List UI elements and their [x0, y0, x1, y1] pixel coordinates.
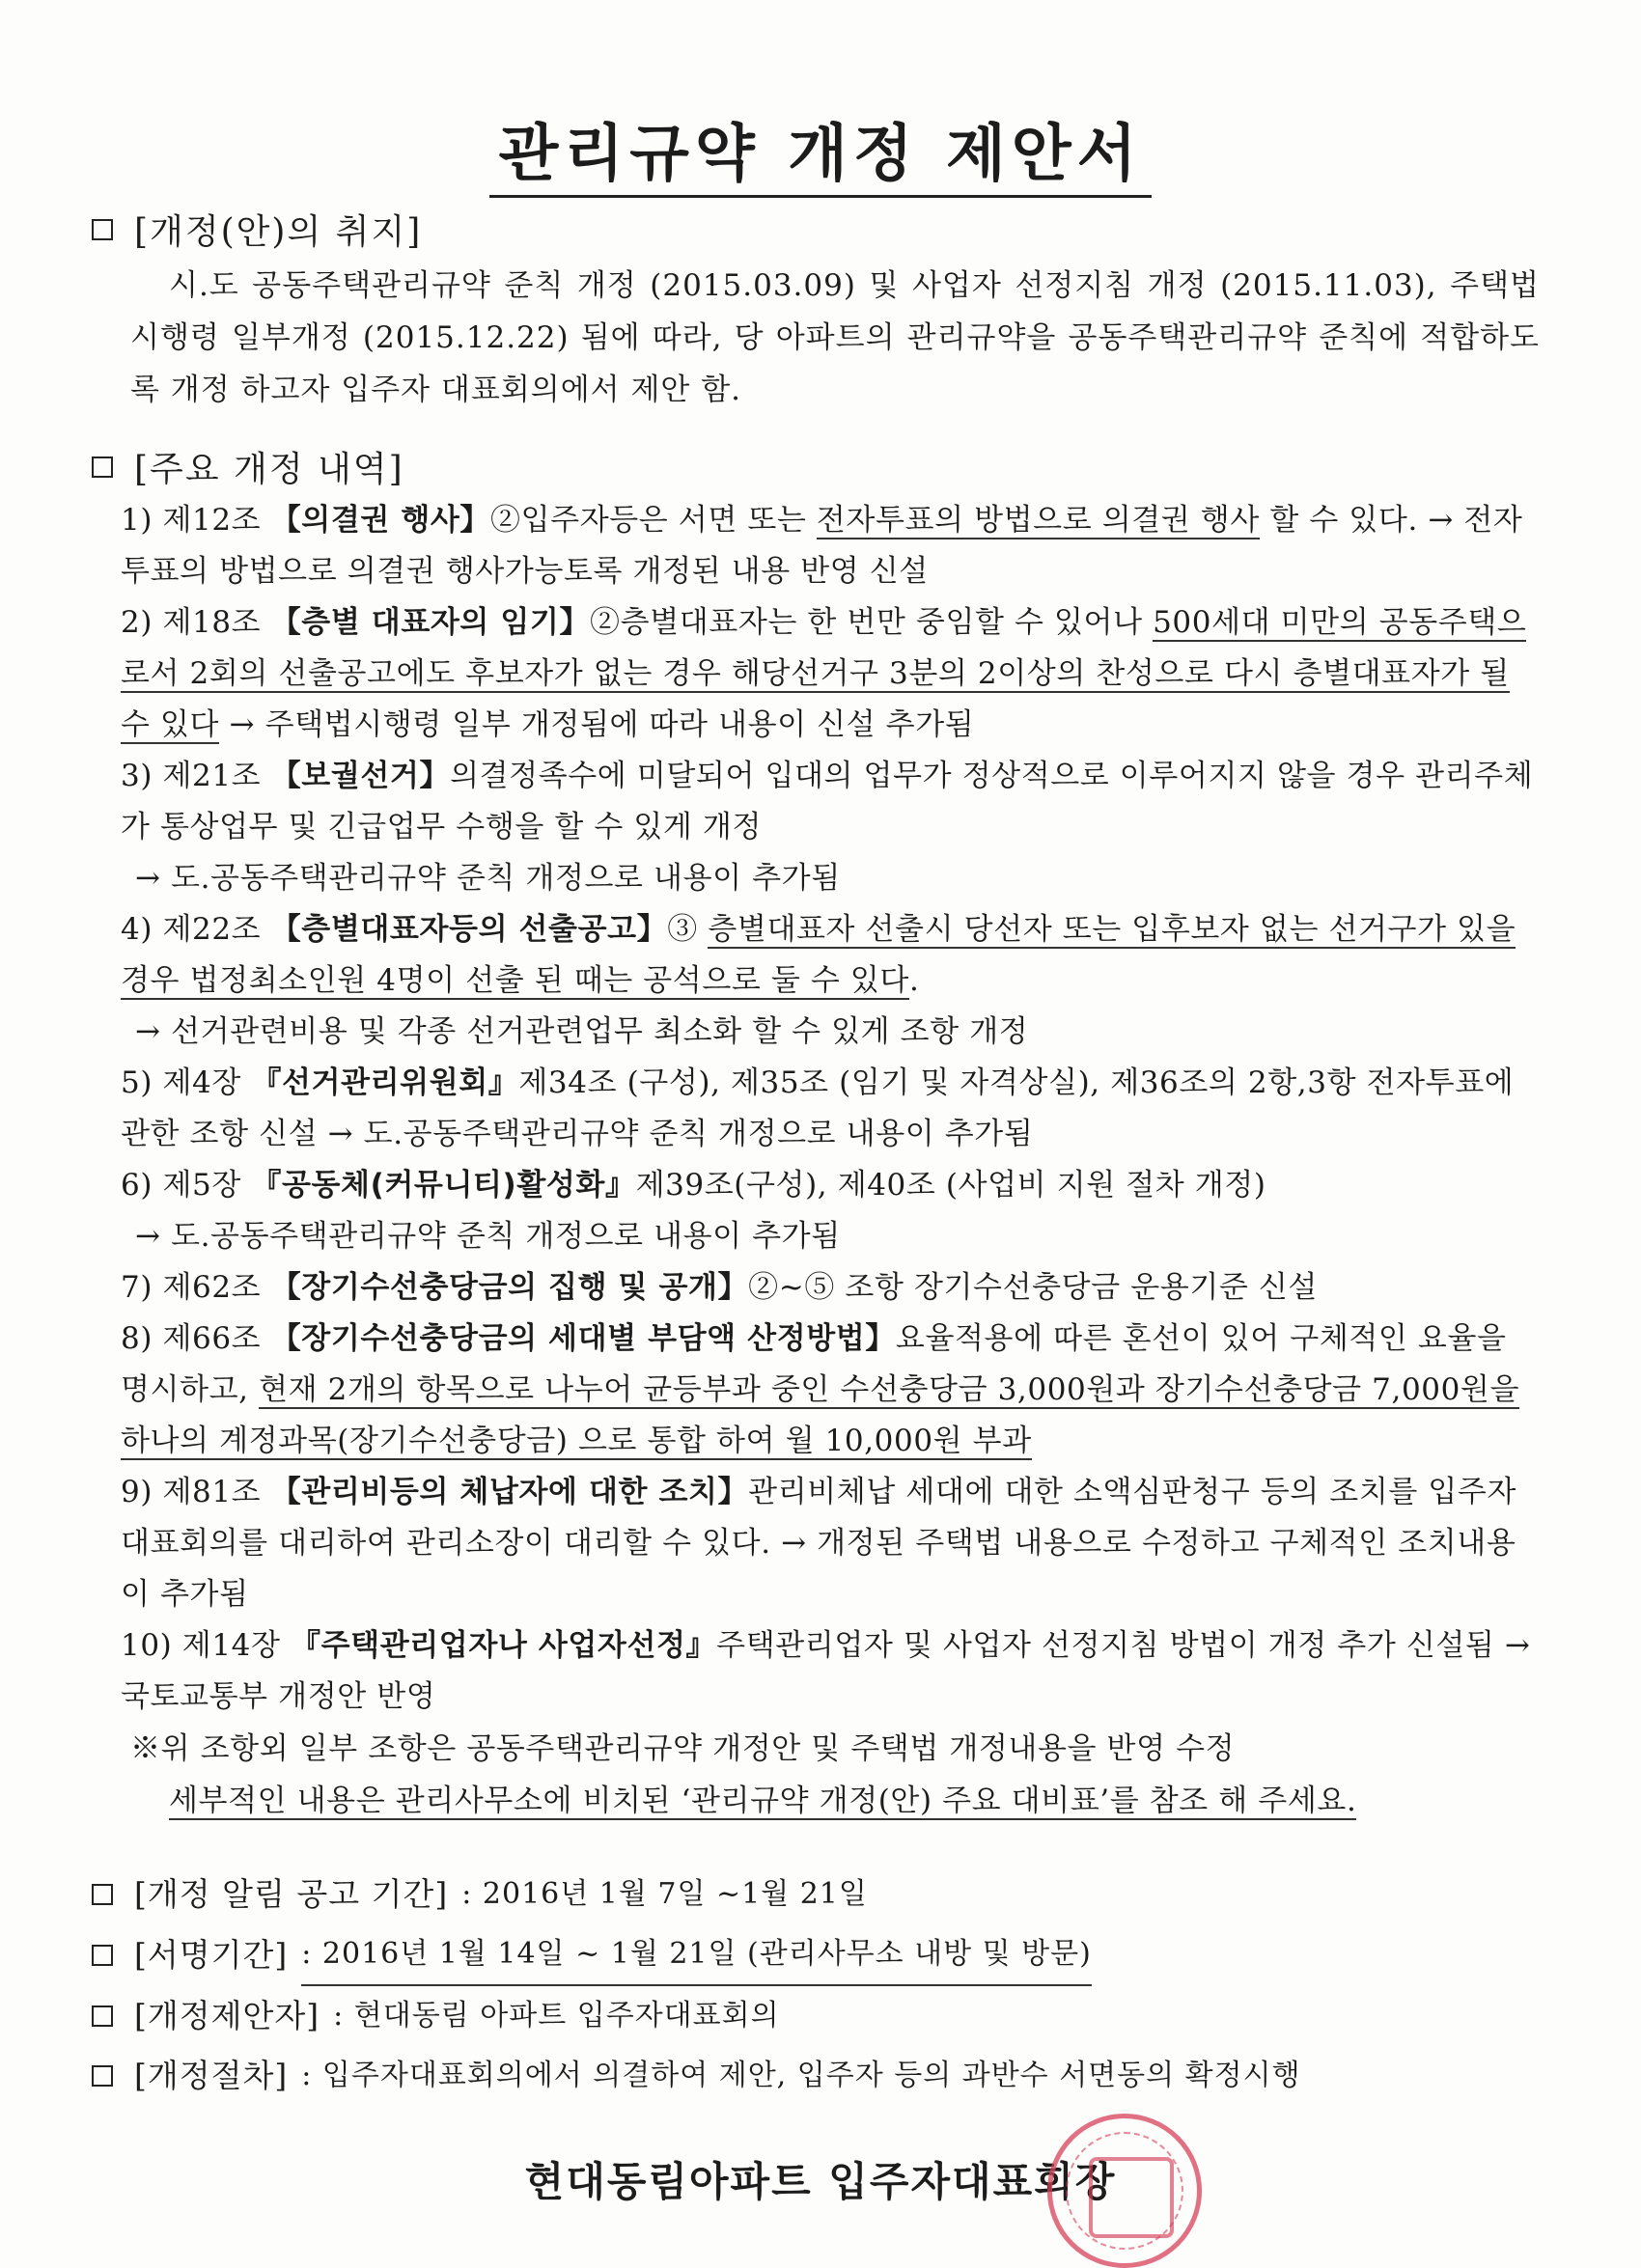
- change-item-title: 【관리비등의 체납자에 대한 조치】: [270, 1475, 749, 1509]
- change-item-title: 【층별 대표자의 임기】: [270, 605, 591, 640]
- change-item-text: 제39조(구성), 제40조 (사업비 지원 절차 개정): [635, 1168, 1266, 1203]
- info-section: [92, 1865, 1540, 2106]
- purpose-section: [92, 205, 1540, 416]
- change-item-title: 『선거관리위원회』: [251, 1065, 519, 1100]
- change-item-arrow-note: → 도.공동주택관리규약 준칙 개정으로 내용이 추가됨: [135, 861, 841, 896]
- change-item-text: ②~⑤ 조항 장기수선충당금 운용기준 신설: [748, 1270, 1318, 1305]
- change-item-text: ②층별대표자는 한 번만 중임할 수 있어나: [590, 605, 1154, 640]
- change-item-underlined-text: 500세대 미만의 공동주택으로서 2회의 선출공고에도 후보자가 없는 경우 해당선거구 3분의 2이상의 찬성으로 다시 층별대표자가 될 수 있다: [121, 605, 1527, 742]
- changes-list: [92, 495, 1540, 1723]
- signature-line: 현대동림아파트 입주자대표회장: [524, 2158, 1117, 2205]
- change-item-title: 【장기수선충당금의 세대별 부담액 산정방법】: [270, 1321, 896, 1356]
- change-item-text: 할 수 있다. → 전자투표의 방법으로 의결권 행사가능토록 개정된 내용 반영 신설: [121, 503, 1523, 589]
- change-item: [92, 904, 1540, 1007]
- change-item-text: 제34조 (구성), 제35조 (임기 및 자격상실), 제36조의 2항,3항 전자투표에 관한 조항 신설 → 도.공동주택관리규약 준칙 개정으로 내용이 추가됨: [121, 1065, 1515, 1151]
- change-item-text: 주택관리업자 및 사업자 선정지침 방법이 개정 추가 신설됨 → 국토교통부 개정안 반영: [121, 1628, 1531, 1714]
- info-label: [서명기간]: [134, 1936, 289, 1974]
- change-item: [92, 597, 1540, 751]
- change-item-title: 『공동체(커뮤니티)활성화』: [251, 1168, 636, 1203]
- change-item-number: 9) 제81조: [121, 1475, 262, 1509]
- change-item-text: ③: [667, 912, 709, 947]
- change-item-arrow-note: → 도.공동주택관리규약 준칙 개정으로 내용이 추가됨: [135, 1219, 841, 1254]
- purpose-body: 시.도 공동주택관리규약 준칙 개정 (2015.03.09) 및 사업자 선정지침 개정 (2015.11.03), 주택법시행령 일부개정 (2015.12.22) 됨에 따라, 당 아파트의 관리규약을 공동주택관리규약 준칙에 적합하도록 개정 하고자 입주자 대표회의에서 제안 함.: [130, 268, 1540, 407]
- change-item-underlined-text: 전자투표의 방법으로 의결권 행사: [816, 503, 1260, 538]
- change-item: [92, 1160, 1540, 1211]
- change-item-text: .: [908, 963, 920, 998]
- checkbox-icon: [92, 2005, 113, 2027]
- seal-stamp-icon: [1047, 2114, 1202, 2268]
- change-item-title: 【층별대표자등의 선출공고】: [270, 912, 668, 947]
- changes-section: [92, 442, 1540, 1827]
- change-item-text: → 주택법시행령 일부 개정됨에 따라 내용이 신설 추가됨: [219, 707, 975, 742]
- info-value: : 입주자대표회의에서 의결하여 제안, 입주자 등의 과반수 서면동의 확정시행: [301, 2059, 1301, 2092]
- change-item-title: 【의결권 행사】: [270, 503, 491, 538]
- change-item-number: 4) 제22조: [121, 912, 262, 947]
- info-row: [92, 2046, 1540, 2106]
- change-item-underlined-text: 층별대표자 선출시 당선자 또는 입후보자 없는 선거구가 있을 경우 법정최소인원 4명이 선출 된 때는 공석으로 둘 수 있다: [121, 912, 1516, 998]
- changes-heading: [주요 개정 내역]: [92, 442, 1540, 491]
- change-item: [92, 1058, 1540, 1160]
- checkbox-icon: [92, 1884, 113, 1905]
- change-item-text: ②입주자등은 서면 또는: [490, 503, 817, 538]
- change-item-text: 관리비체납 세대에 대한 소액심판청구 등의 조치를 입주자대표회의를 대리하여 관리소장이 대리할 수 있다. → 개정된 주택법 내용으로 수정하고 구체적인 조치내용이 추가됨: [121, 1475, 1516, 1612]
- info-label: [개정 알림 공고 기간]: [134, 1875, 449, 1913]
- info-row: [92, 1865, 1540, 1924]
- change-item-number: 1) 제12조: [121, 503, 262, 538]
- change-item: [92, 495, 1540, 597]
- info-value: : 2016년 1월 7일 ~1월 21일: [461, 1877, 868, 1911]
- change-item-number: 10) 제14장: [121, 1628, 281, 1663]
- change-item-underlined-text: 현재 2개의 항목으로 나누어 균등부과 중인 수선충당금 3,000원과 장기수선충당금 7,000원을 하나의 계정과목(장기수선충당금) 으로 통합 하여 월 10,000원 부과: [121, 1372, 1520, 1458]
- note-line-1: ※위 조항외 일부 조항은 공동주택관리규약 개정안 및 주택법 개정내용을 반영 수정: [130, 1731, 1236, 1766]
- checkbox-icon: [92, 219, 113, 240]
- checkbox-icon: [92, 456, 113, 478]
- change-item-title: 『주택관리업자나 사업자선정』: [291, 1628, 717, 1663]
- info-row: [92, 1924, 1540, 1986]
- info-row: [92, 1986, 1540, 2046]
- info-label: [개정절차]: [134, 2057, 289, 2094]
- change-item-number: 5) 제4장: [121, 1065, 241, 1100]
- info-value: : 2016년 1월 14일 ~ 1월 21일 (관리사무소 내방 및 방문): [301, 1924, 1092, 1986]
- change-item-title: 【장기수선충당금의 집행 및 공개】: [270, 1270, 749, 1305]
- document-title: 관리규약 개정 제안서: [0, 104, 1641, 198]
- change-item-arrow-note: → 선거관련비용 및 각종 선거관련업무 최소화 할 수 있게 조항 개정: [135, 1014, 1029, 1049]
- change-item-title: 【보궐선거】: [270, 759, 451, 793]
- change-item-number: 8) 제66조: [121, 1321, 262, 1356]
- change-item-number: 3) 제21조: [121, 759, 262, 793]
- change-item-text: 요율적용에 따른 혼선이 있어 구체적인 요율을 명시하고,: [121, 1321, 1507, 1407]
- change-item-number: 7) 제62조: [121, 1270, 262, 1305]
- note-line-2: 세부적인 내용은 관리사무소에 비치된 ‘관리규약 개정(안) 주요 대비표’를 참조 해 주세요.: [169, 1784, 1357, 1818]
- checkbox-icon: [92, 1945, 113, 1966]
- change-item: [92, 1262, 1540, 1314]
- change-item: [92, 1620, 1540, 1723]
- change-item-text: 의결정족수에 미달되어 입대의 업무가 정상적으로 이루어지지 않을 경우 관리주체가 통상업무 및 긴급업무 수행을 할 수 있게 개정: [121, 759, 1534, 844]
- info-value: : 현대동림 아파트 입주자대표회의: [333, 1999, 780, 2033]
- info-label: [개정제안자]: [134, 1997, 320, 2034]
- checkbox-icon: [92, 2065, 113, 2087]
- purpose-heading: [개정(안)의 취지]: [92, 205, 1540, 254]
- change-item: [92, 751, 1540, 853]
- change-item-number: 2) 제18조: [121, 605, 262, 640]
- change-item: [92, 1467, 1540, 1620]
- change-item-number: 6) 제5장: [121, 1168, 241, 1203]
- change-item: [92, 1314, 1540, 1467]
